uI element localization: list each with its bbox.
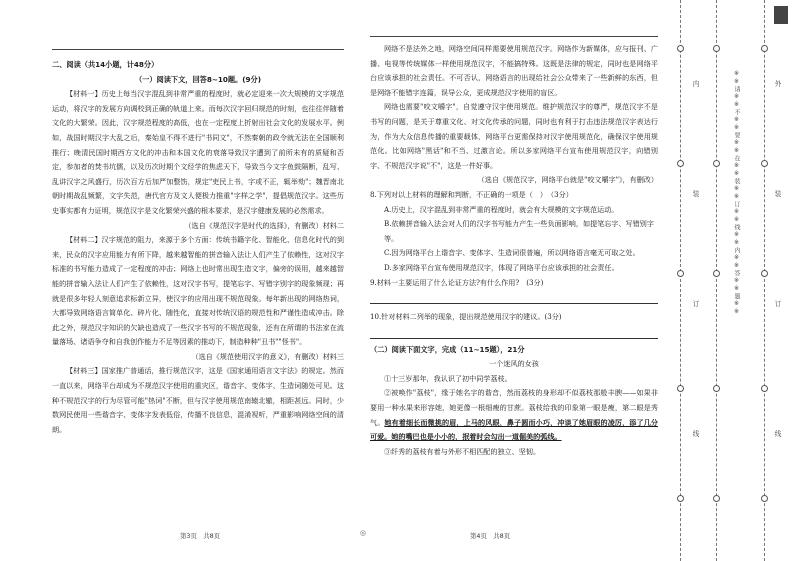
binding-hole-icon xyxy=(713,270,720,277)
underlined-passage: 她有着细长而微挑的眉，上马的风眼，鼻子圆而小巧，冲谈了她眉眼的凌厉，添了几分可爱。她的嘴巴也是小小的，抿着时会勾出一道倔美的弧线。 xyxy=(370,417,658,442)
inner-char-3: 订 xyxy=(691,300,699,308)
question-8: 8.下列对以上材料的理解和判断，不正确的一项是（ ） （3分） xyxy=(370,189,573,199)
outer-char-4: 线 xyxy=(773,430,781,438)
binding-hole-icon xyxy=(761,495,768,502)
material-2: 【材料二】汉字规范的阻力，来源于多个方面：传统书籍字化、智能化、信息化时代的到来，民众的汉字应用能力有所下降，越来越智能的拼音输入法让人们产生了依赖性，这对汉字标准的书写能力造成了一定程度的冲击；网络上也时常出现生造文字，偏旁的误用，越来越智能的拼音输入法让人们产生了依赖性，这对汉字书写，提笔忘字、写错字别字的现象频现；再就是很多年轻人刻意追求标新立异，使汉字的应用出现不规范现象。每年新出现的网络热词，大都导致网络语言简单化、碎片化、随性化，直接对传统汉语的规范性和严谨性造成冲击。除此之外，规范汉字知识的欠缺也造成了一些汉字书写的不规范现象，还有在所谓的书法家在流量落场、诸语争夺和自我创作能力不足等因素的推动下，制造种种"丑书""怪书"。 xyxy=(52,235,344,347)
header-rule xyxy=(52,49,344,50)
story-paragraph-1: ①十三岁那年，我认识了初中同学荔枝。 xyxy=(384,373,512,383)
binding-margin xyxy=(676,0,794,561)
binding-hole-icon xyxy=(713,45,720,52)
page-number-left: 第3页 共8页 xyxy=(180,532,221,540)
question-10: 10.针对材料二列举的现象，提出规范使用汉字的建议。(3分) xyxy=(370,312,562,322)
material-1-source: （选自《规范汉字是时代的选择》，有删改）材料二 xyxy=(184,220,344,230)
binding-hole-icon xyxy=(677,160,684,167)
material-3-source: （选自《规范汉字，网络平台就是"咬文嚼字"》，有删改） xyxy=(477,175,658,185)
right-column xyxy=(370,42,658,459)
inner-char-1: 内 xyxy=(691,80,699,88)
left-column xyxy=(52,58,344,437)
story-title: 一个迷风的女孩 xyxy=(489,359,539,369)
question-8-option-c: C.因为网络平台上谐音字、变体字、生造词很普遍，所以网络语言毫无可取之处。 xyxy=(384,248,640,258)
question-8-option-a: A.历史上，汉字混乱到非常严重的程度时，就会有大规模的文字规范运动。 xyxy=(384,204,619,214)
binding-black-mark xyxy=(774,6,788,24)
binding-dashed-line-inner xyxy=(680,0,681,561)
material-2-source: （选自《规范使用汉字的意义》，有删改）材料三 xyxy=(191,351,344,361)
binding-hole-icon xyxy=(677,45,684,52)
binding-hole-icon xyxy=(713,495,720,502)
binding-hole-icon xyxy=(713,385,720,392)
binding-hole-icon xyxy=(761,270,768,277)
binding-dashed-line-middle xyxy=(716,0,717,561)
fold-circle-icon: ◎ xyxy=(360,529,367,537)
inner-char-4: 线 xyxy=(691,430,699,438)
answer-line-10[interactable] xyxy=(370,326,658,339)
inner-char-2: 装 xyxy=(691,190,699,198)
section-2-heading: （二）阅读下面文字，完成（11~15题），21分 xyxy=(370,344,525,354)
binding-hole-icon xyxy=(677,270,684,277)
binding-hole-icon xyxy=(677,385,684,392)
outer-char-1: 外 xyxy=(773,80,781,88)
binding-dashed-line-outer xyxy=(764,0,765,561)
section-heading: 二、阅读（共14小题，计48分） xyxy=(52,60,159,69)
story-paragraph-3: ③纤秀的荔枝有着与外形不相匹配的独立、坚韧。 xyxy=(384,446,541,456)
material-3-paragraph-2: 网络也需要"咬文嚼字"，自觉遵守汉字使用规范。维护规范汉字的尊严，规范汉字不是书写的问题，是关于尊重文化、对文化传承的问题，同时也有利于打击违法规范汉字表达行为，作为大众信息传播的重要载体，网络平台更需保持对汉字使用规范化，确保汉字使用规范化。比如网络"黑话"和不当、过激言论。所以多家网络平台宣布使用规范汉字，向错别字、不规范汉字说"不"，这是一件好事。 xyxy=(370,102,658,170)
material-1: 【材料一】历史上每当汉字混乱到非常严重的程度时，就必定迎来一次大规模的文字规范运动，将汉字的发展方向调校到正确的轨道上来。而每次汉字回归规范的时刻，也往往伴随着文化的大繁荣。因此，汉字规范程度的高低，也在一定程度上折射出社会文化的发展水平。例如，战国时期汉字大乱之后，秦始皇不得不进行"书同文"，不然秦朝的政令就无法在全国顺利推行；晚清民国时期西方文化的冲击和本国文化的衰落导致汉字遭到了前所未有的质疑和否定，参加者的焚书坑儒，以及历次时期个文经学的焦虑天下，导致当今文字鱼鼓隔断，乱写、乱讲汉字之风盛行，历次百方后加严加整饬，规定"吏民上书，字或不正，辄举劾"；魏晋南北朝时期战乱频繁，文字失范，唐代官方及文人便极力推重"字样之学"，提倡规范汉字。这些历史事实都有力证明，规范汉字是文化繁荣兴盛的根本要求，是汉字健康发展的必然需求。 xyxy=(52,89,344,215)
binding-hole-icon xyxy=(761,160,768,167)
binding-hole-icon xyxy=(761,385,768,392)
answer-line-9[interactable] xyxy=(370,291,658,304)
material-3-continued: 网络不是法外之地，网络空间同样需要使用规范汉字。网络作为新媒体，应与报刊、广播、电视等传统媒体一样使用规范汉字，不能搞特殊。这既是法律的规定，同时也是网络平台应该承担的社会责任。不可否认，网络语言的出现给社会公众带来了一些新鲜的东西，但是网络不能错字连篇，误导公众，更成规范汉字使用的盲区。 xyxy=(370,44,658,97)
binding-warning-text: ※※请※※不※※要※※在※※装※※订※※线※※内※※答※※题※※ xyxy=(733,70,740,316)
page-number-right: 第4页 共8页 xyxy=(470,532,511,540)
outer-char-2: 装 xyxy=(773,190,781,198)
outer-char-3: 订 xyxy=(773,300,781,308)
header-rule-right xyxy=(370,36,658,37)
question-9: 9.材料一主要运用了什么论证方法?有什么作用? (3分) xyxy=(370,277,544,287)
binding-hole-icon xyxy=(713,160,720,167)
question-8-option-b: B.依赖拼音输入法会对人们的汉字书写能力产生一些负面影响，如提笔忘字、写错别字等。 xyxy=(384,219,654,243)
material-3: 【材料三】国家推广普通话，推行规范汉字，这是《国家通用语言文字法》的规定。然而一直以来，网络平台却成为不规范汉字使用的重灾区，谐音字、变体字、生造词随处可见。这种不规范汉字的行为尽管可能"热词"不断，但与汉字使用规范南辕北辙，相距甚远。同时，少数网民使用一些谐音字、变体字发表低俗，传播不良信息，混淆视听，严重影响网络空间的清朗。 xyxy=(52,366,344,434)
story-paragraph-2 xyxy=(370,386,658,444)
sub-heading: （一）阅读下文，回答8~10题。(9分) xyxy=(134,74,262,84)
question-8-option-d: D.多家网络平台宣布使用规范汉字，体现了网络平台应该承担的社会责任。 xyxy=(384,262,619,272)
binding-hole-icon xyxy=(761,45,768,52)
binding-hole-icon xyxy=(677,495,684,502)
story-paragraph-2-text: ②被唤作"荔枝"，缘于她名字的谐音，然而荔枝的身形却不似荔枝那般丰腴——如果非要用一种水果来形容她，她更像一根细瘦的甘蔗。荔枝给我的印象第一眼是瘦，第二眼是秀气。 xyxy=(370,388,658,427)
